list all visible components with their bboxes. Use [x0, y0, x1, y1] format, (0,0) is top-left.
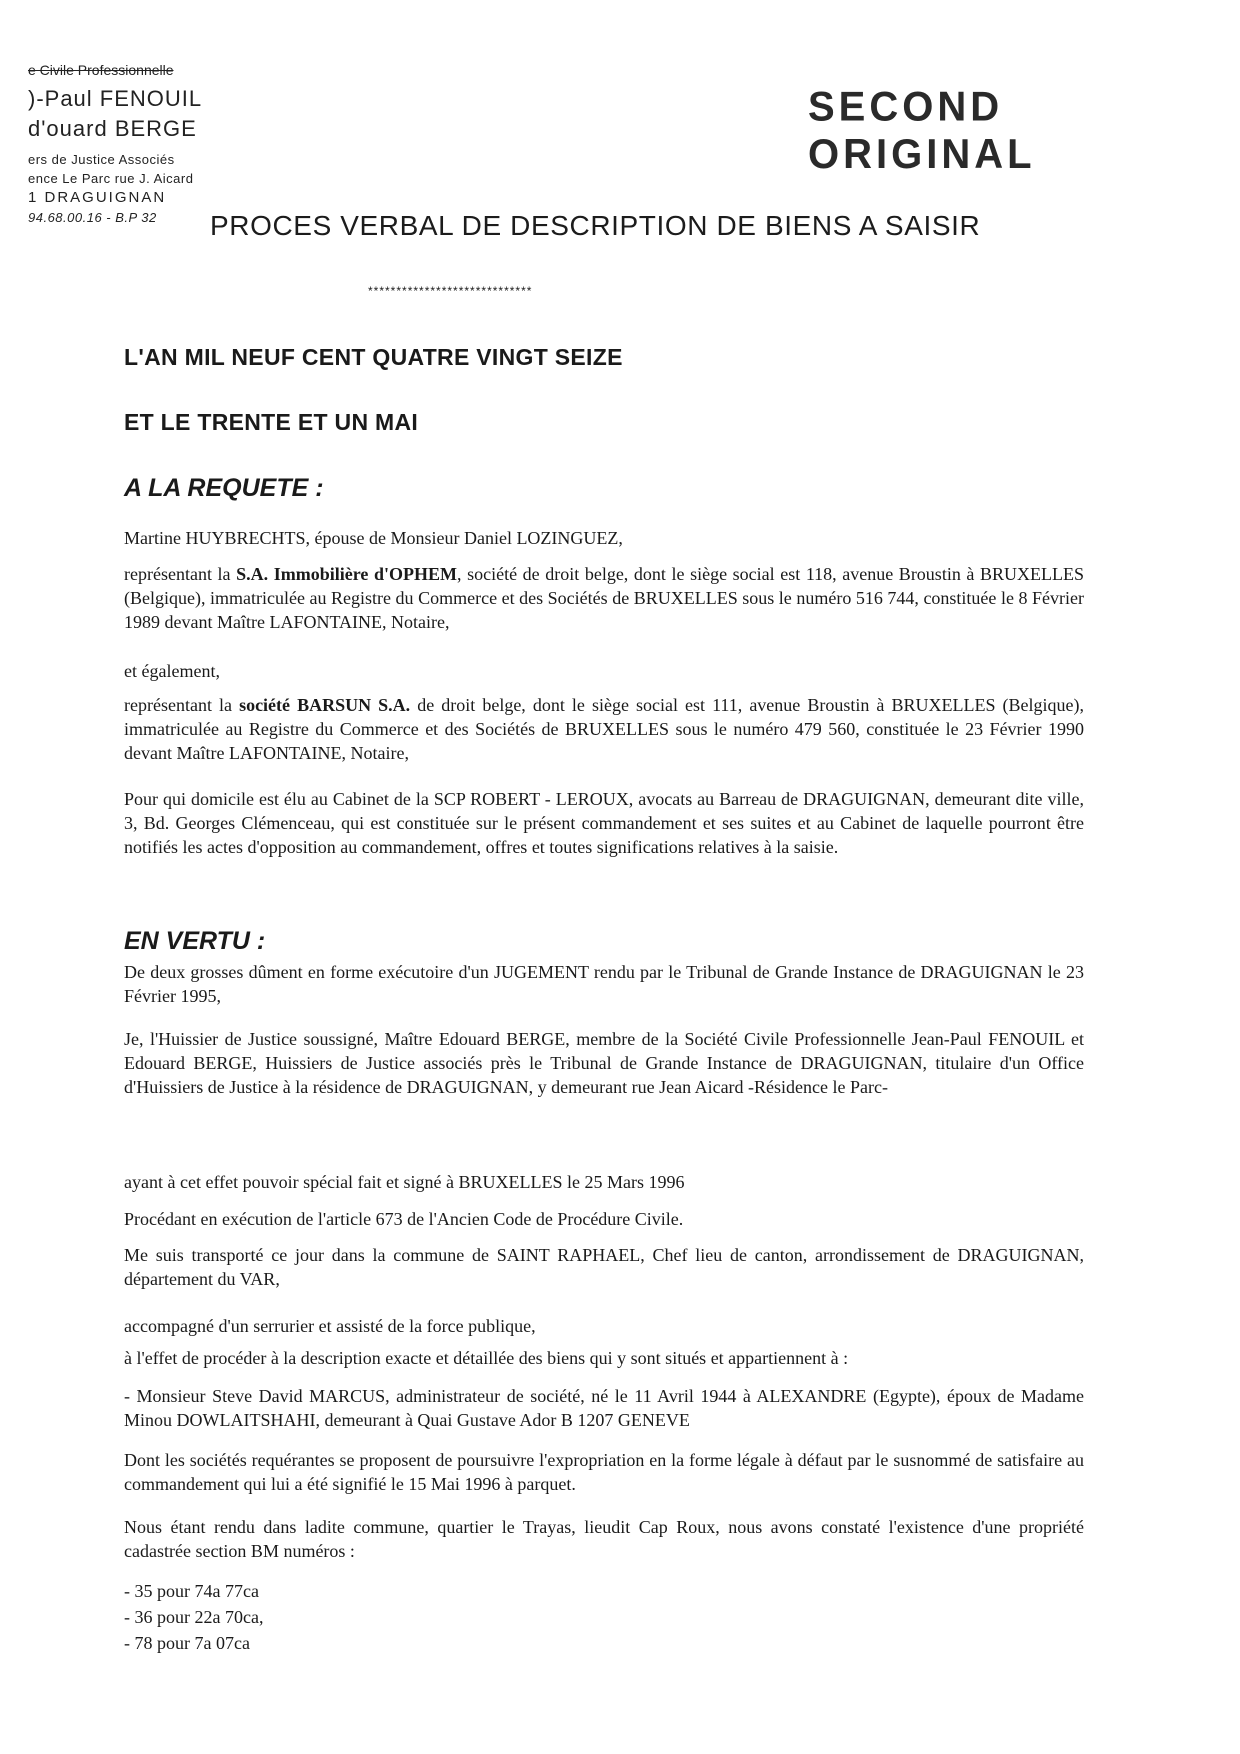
cadastre-lot: - 35 pour 74a 77ca — [124, 1581, 259, 1601]
separator-stars: ***************************** — [368, 284, 533, 298]
letterhead-address: ence Le Parc rue J. Aicard — [28, 171, 194, 186]
letterhead-name-1: )-Paul FENOUIL — [28, 86, 203, 111]
vertu-accompagne: accompagné d'un serrurier et assisté de la force publique, — [124, 1316, 536, 1336]
requete-domicile: Pour qui domicile est élu au Cabinet de la SCP ROBERT - LEROUX, avocats au Barreau de DRAGUIGNAN, demeurant dite ville, 3, Bd. Georges Clémenceau, qui est constituée sur le présent commandement et ses suites et au Cabinet de laquelle pourront être notifiés les actes d'opposition au commandement, offres et toutes significations relatives à la saisie. — [124, 789, 1084, 857]
letterhead-society: e Civile Professionnelle — [28, 62, 174, 78]
letterhead-name-2: d'ouard BERGE — [28, 116, 197, 141]
requete-requester: Martine HUYBRECHTS, épouse de Monsieur Daniel LOZINGUEZ, — [124, 528, 623, 548]
cadastre-lot: - 36 pour 22a 70ca, — [124, 1607, 264, 1627]
vertu-propriete: Nous étant rendu dans ladite commune, quartier le Trayas, lieudit Cap Roux, nous avons constaté l'existence d'une propriété cadastrée section BM numéros : — [124, 1517, 1084, 1561]
requete-ophem: représentant la S.A. Immobilière d'OPHEM, société de droit belge, dont le siège social est 118, avenue Broustin à BRUXELLES (Belgique), immatriculée au Registre du Commerce et des Sociétés de BRUXELLES sous le numéro 516 744, constituée le 8 Février 1989 devant Maître LAFONTAINE, Notaire, — [124, 564, 1084, 632]
vertu-heading: EN VERTU : — [124, 927, 266, 955]
document-title: PROCES VERBAL DE DESCRIPTION DE BIENS A SAISIR — [210, 210, 981, 241]
date-line-day: ET LE TRENTE ET UN MAI — [124, 409, 419, 435]
vertu-jugement: De deux grosses dûment en forme exécutoire d'un JUGEMENT rendu par le Tribunal de Grande Instance de DRAGUIGNAN le 23 Février 1995, — [124, 962, 1084, 1006]
letterhead — [28, 62, 202, 228]
vertu-huissier: Je, l'Huissier de Justice soussigné, Maître Edouard BERGE, membre de la Société Civile Professionnelle Jean-Paul FENOUIL et Edouard BERGE, Huissiers de Justice associés près le Tribunal de Grande Instance de DRAGUIGNAN, titulaire d'un Office d'Huissiers de Justice à la résidence de DRAGUIGNAN, y demeurant rue Jean Aicard -Résidence le Parc- — [124, 1029, 1084, 1097]
requete-heading: A LA REQUETE : — [124, 474, 324, 502]
vertu-pouvoir: ayant à cet effet pouvoir spécial fait et signé à BRUXELLES le 25 Mars 1996 — [124, 1172, 685, 1192]
letterhead-role: ers de Justice Associés — [28, 152, 175, 167]
vertu-owner: - Monsieur Steve David MARCUS, administrateur de société, né le 11 Avril 1944 à ALEXANDRE (Egypte), époux de Madame Minou DOWLAITSHAHI, demeurant à Quai Gustave Ador B 1207 GENEVE — [124, 1386, 1084, 1430]
requete-barsun: représentant la société BARSUN S.A. de droit belge, dont le siège social est 111, avenue Broustin à BRUXELLES (Belgique), immatriculée au Registre du Commerce et des Sociétés de BRUXELLES sous le numéro 479 560, constituée le 23 Février 1990 devant Maître LAFONTAINE, Notaire, — [124, 695, 1084, 763]
letterhead-phone: 94.68.00.16 - B.P 32 — [28, 210, 157, 225]
vertu-effet: à l'effet de procéder à la description exacte et détaillée des biens qui y sont situés et appartiennent à : — [124, 1348, 849, 1368]
date-line-year: L'AN MIL NEUF CENT QUATRE VINGT SEIZE — [124, 344, 623, 370]
requete-also: et également, — [124, 661, 220, 681]
vertu-expropriation: Dont les sociétés requérantes se proposent de poursuivre l'expropriation en la forme légale à défaut par le susnommé de satisfaire au commandement qui lui a été signifié le 15 Mai 1996 à parquet. — [124, 1450, 1084, 1494]
vertu-procedant: Procédant en exécution de l'article 673 de l'Ancien Code de Procédure Civile. — [124, 1209, 684, 1229]
vertu-transport: Me suis transporté ce jour dans la commune de SAINT RAPHAEL, Chef lieu de canton, arrondissement de DRAGUIGNAN, département du VAR, — [124, 1245, 1084, 1289]
letterhead-city: 1 DRAGUIGNAN — [28, 189, 167, 206]
cadastre-lot: - 78 pour 7a 07ca — [124, 1633, 250, 1653]
second-original-stamp: SECOND ORIGINAL — [808, 83, 1036, 178]
